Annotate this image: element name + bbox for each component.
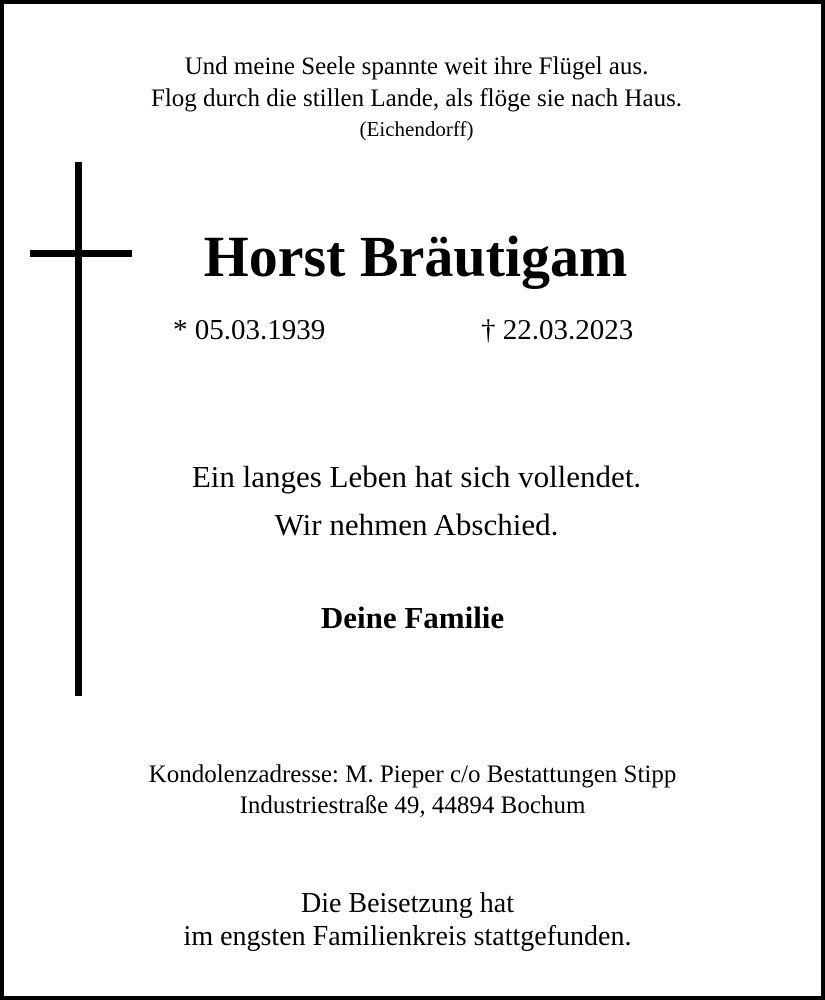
deceased-name: Horst Bräutigam — [203, 224, 628, 289]
birth-date: * 05.03.1939 — [173, 314, 326, 346]
poem-line-1: Und meine Seele spannte weit ihre Flügel aus. — [184, 53, 649, 80]
burial-note-line-2: im engsten Familienkreis stattgefunden. — [183, 921, 632, 952]
death-date: † 22.03.2023 — [481, 314, 634, 346]
poem-author: (Eichendorff) — [359, 117, 474, 141]
burial-note-line-1: Die Beisetzung hat — [300, 888, 515, 919]
message-line-2: Wir nehmen Abschied. — [274, 507, 559, 542]
poem-line-2: Flog durch die stillen Lande, als flöge sie nach Haus. — [150, 85, 683, 112]
condolence-address-line-2: Industriestraße 49, 44894 Bochum — [239, 792, 586, 819]
message-line-1: Ein langes Leben hat sich vollendet. — [191, 459, 642, 494]
signature: Deine Familie — [320, 600, 505, 635]
condolence-address-line-1: Kondolenzadresse: M. Pieper c/o Bestattungen Stipp — [148, 761, 677, 788]
